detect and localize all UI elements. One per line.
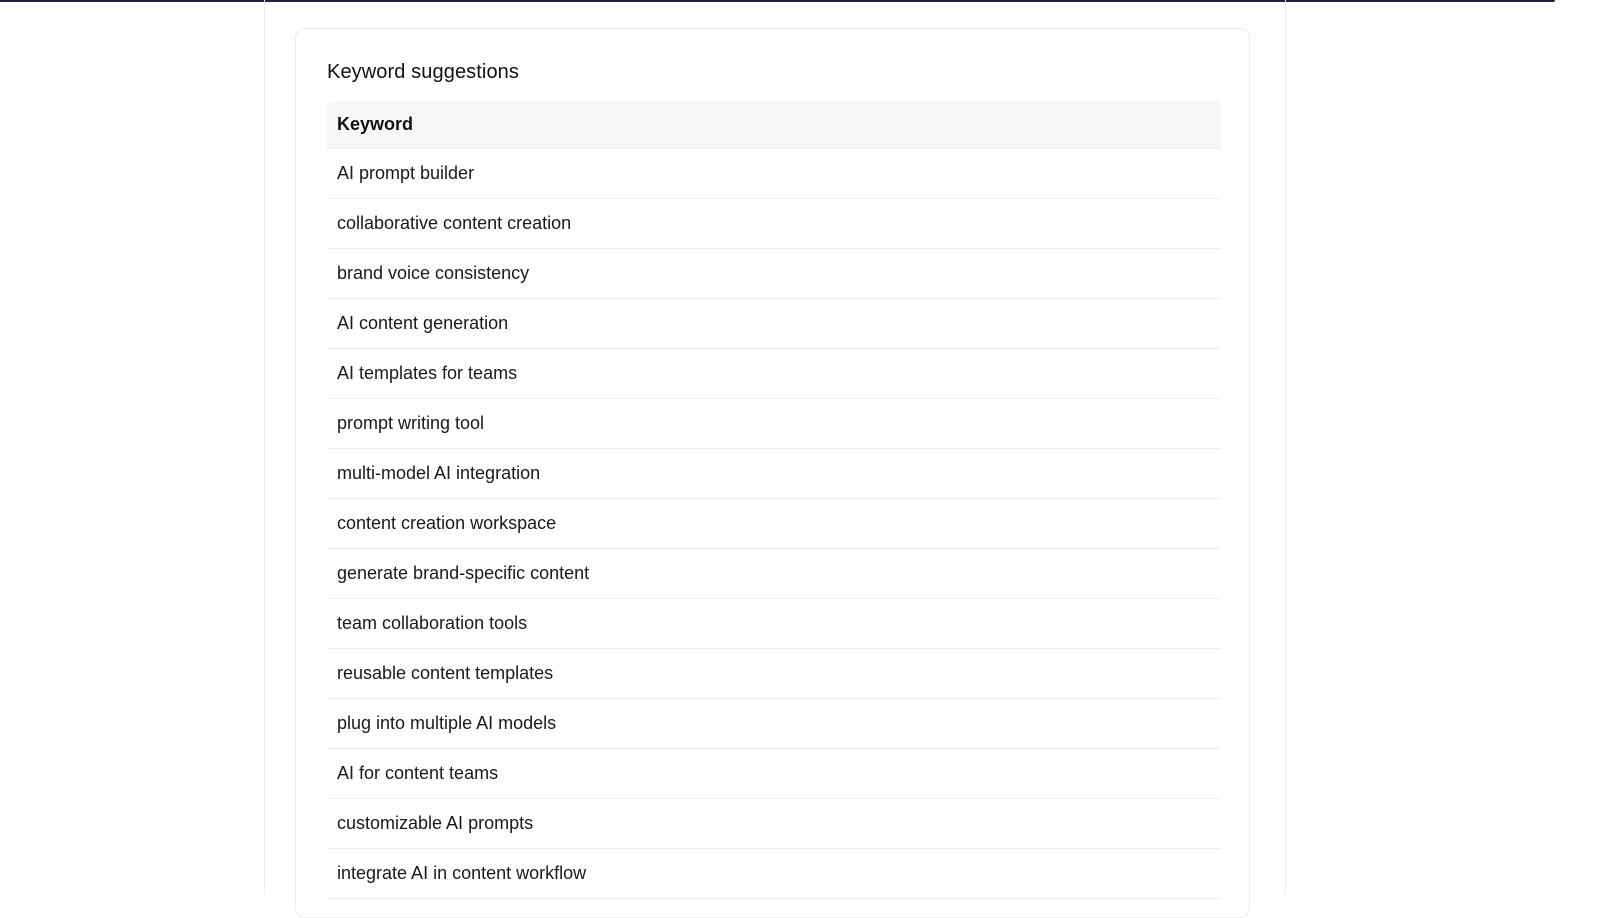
table-row: prompt writing tool bbox=[327, 399, 1221, 449]
keyword-table bbox=[327, 101, 1221, 899]
table-row: content creation workspace bbox=[327, 499, 1221, 549]
table-row: AI for content teams bbox=[327, 749, 1221, 799]
table-row: AI templates for teams bbox=[327, 349, 1221, 399]
table-row: multi-model AI integration bbox=[327, 449, 1221, 499]
table-row: plug into multiple AI models bbox=[327, 699, 1221, 749]
table-row: reusable content templates bbox=[327, 649, 1221, 699]
table-row: brand voice consistency bbox=[327, 249, 1221, 299]
table-row: collaborative content creation bbox=[327, 199, 1221, 249]
table-row: generate brand-specific content bbox=[327, 549, 1221, 599]
keyword-suggestions-card bbox=[295, 28, 1250, 918]
table-row: integrate AI in content workflow bbox=[327, 849, 1221, 899]
table-row: team collaboration tools bbox=[327, 599, 1221, 649]
table-row: customizable AI prompts bbox=[327, 799, 1221, 849]
table-row: AI prompt builder bbox=[327, 149, 1221, 199]
card-title: Keyword suggestions bbox=[327, 61, 520, 83]
table-header-keyword: Keyword bbox=[327, 101, 1221, 149]
table-row: AI content generation bbox=[327, 299, 1221, 349]
